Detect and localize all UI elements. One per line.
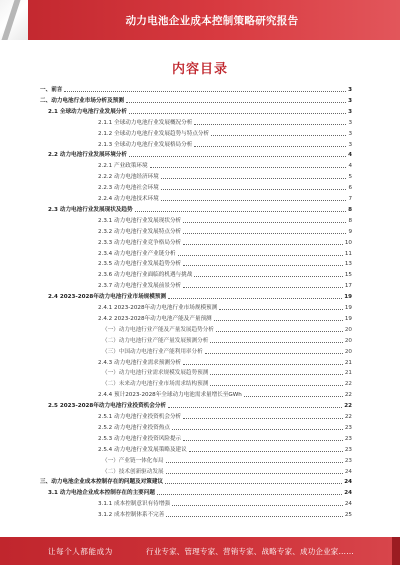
toc-leader-dots <box>210 374 343 375</box>
footer-bar <box>0 537 400 565</box>
toc-entry-title: 2.3.1 动力电池行业发展现状分析 <box>98 217 182 224</box>
toc-leader-dots <box>166 473 343 474</box>
toc-leader-dots <box>205 353 343 354</box>
toc-leader-dots <box>244 396 343 397</box>
toc-entry-title: 3.1.1 成本控制意识有待增强 <box>98 501 170 508</box>
toc-page-number: 5 <box>348 174 352 181</box>
toc-leader-dots <box>183 222 346 223</box>
toc-page-number: 24 <box>344 490 352 497</box>
toc-entry-title: 二、动力电池行业市场分析及预测 <box>40 97 124 104</box>
toc-entry[interactable] <box>98 424 352 432</box>
toc-leader-dots <box>194 146 346 147</box>
toc-entry[interactable] <box>48 206 352 214</box>
footer-slogan: 让每个人都能成为 <box>48 547 113 556</box>
toc-entry[interactable] <box>98 141 352 149</box>
toc-page-number: 3 <box>348 97 352 104</box>
toc-entry[interactable] <box>48 402 352 410</box>
toc-leader-dots <box>166 462 343 463</box>
toc-leader-dots <box>161 200 347 201</box>
toc-entry[interactable] <box>98 119 352 127</box>
toc-page-number: 20 <box>344 337 352 344</box>
toc-entry-title: 3.1.2 成本控制体系不完善 <box>98 512 165 519</box>
toc-entry[interactable] <box>40 478 352 486</box>
toc-leader-dots <box>172 429 343 430</box>
report-header-bar <box>0 0 400 40</box>
toc-entry[interactable] <box>102 468 352 476</box>
toc-leader-dots <box>183 418 343 419</box>
footer-tagline: 行业专家、管理专家、营销专家、战略专家、成功企业家…… <box>146 547 354 556</box>
toc-entry-title: 2.3.4 动力电池行业产业链分析 <box>98 250 176 257</box>
toc-leader-dots <box>214 320 343 321</box>
toc-entry-title: 2.1.2 全球动力电池行业发展趋势与特点分析 <box>98 130 210 137</box>
toc-leader-dots <box>129 156 346 157</box>
toc-entry-title: 2.4.1 2023-2028年动力电池行业市场规模预测 <box>98 305 218 311</box>
toc-entry[interactable] <box>98 359 352 367</box>
toc-entry-title: 2.3.7 动力电池行业发展前景分析 <box>98 283 182 290</box>
toc-page-number: 19 <box>344 315 352 322</box>
toc-page-number: 3 <box>348 130 352 137</box>
toc-leader-dots <box>178 255 343 256</box>
toc-entry[interactable] <box>98 271 352 279</box>
toc-page-number: 4 <box>348 163 352 170</box>
toc-leader-dots <box>172 505 343 506</box>
toc-entry[interactable] <box>98 217 352 225</box>
footer-decoration <box>392 537 400 565</box>
toc-leader-dots <box>161 178 347 179</box>
toc-entry-title: 2.4.3 动力电池行业需求预测分析 <box>98 359 182 366</box>
toc-page-number: 22 <box>344 403 352 410</box>
toc-page-number: 20 <box>344 348 352 355</box>
toc-entry[interactable] <box>102 337 352 345</box>
toc-leader-dots <box>168 407 342 408</box>
toc-page-number: 17 <box>344 283 352 290</box>
toc-leader-dots <box>150 167 347 168</box>
toc-entry[interactable] <box>98 315 352 323</box>
toc-leader-dots <box>194 276 343 277</box>
toc-entry-title: （二）动力电池行业产能产量发展预测分析 <box>102 337 209 344</box>
toc-page-number: 15 <box>344 272 352 279</box>
toc-page-number: 22 <box>344 392 352 399</box>
toc-entry-title: （二）未来动力电池行业市场需求结构预测 <box>102 381 209 388</box>
toc-entry-title: 2.5.3 动力电池行业投资风险提示 <box>98 435 182 442</box>
toc-leader-dots <box>189 451 343 452</box>
toc-entry[interactable] <box>102 457 352 465</box>
toc-entry[interactable] <box>98 162 352 170</box>
toc-page-number: 11 <box>344 250 352 257</box>
toc-leader-dots <box>211 135 346 136</box>
toc-entry-title: 2.4.4 预计2023-2028年全球动力电池需求量增长至GWh <box>98 392 242 399</box>
toc-page-number: 8 <box>348 217 352 224</box>
toc-leader-dots <box>183 233 346 234</box>
toc-page-number: 7 <box>348 196 352 202</box>
toc-entry[interactable] <box>102 369 352 377</box>
toc-entry-title: （二）技术创新驱动发展 <box>102 468 164 475</box>
toc-entry-title: 2.2.1 产业政策环境 <box>98 163 148 170</box>
toc-entry[interactable] <box>98 282 352 290</box>
toc-entry[interactable] <box>98 173 352 181</box>
toc-entry[interactable] <box>102 326 352 334</box>
toc-entry[interactable] <box>98 260 352 268</box>
toc-page-number: 19 <box>344 305 352 311</box>
toc-leader-dots <box>168 298 342 299</box>
toc-page-number: 24 <box>344 501 352 508</box>
toc-page-number: 23 <box>344 424 352 431</box>
toc-page-number: 23 <box>344 435 352 442</box>
toc-page-number: 20 <box>344 326 352 333</box>
toc-entry[interactable] <box>98 446 352 454</box>
toc-entry-title: （一）产业链一体化布局 <box>102 457 164 464</box>
toc-leader-dots <box>126 102 346 103</box>
toc-entry-title: 2.2.4 动力电池技术环境 <box>98 196 159 202</box>
toc-entry-title: 一、前言 <box>40 87 63 93</box>
toc-leader-dots <box>183 265 343 266</box>
toc-entry[interactable] <box>48 108 352 116</box>
toc-leader-dots <box>165 483 342 484</box>
toc-page-number: 24 <box>344 479 352 486</box>
toc-entry-title: 2.1 全球动力电池行业发展分析 <box>48 108 127 115</box>
toc-leader-dots <box>183 364 343 365</box>
toc-entry-title: 2.3.3 动力电池行业竞争格局分析 <box>98 239 182 246</box>
toc-entry-title: （一）动力电池行业需求规模发展趋势预测 <box>102 370 209 377</box>
toc-entry[interactable] <box>48 293 352 301</box>
toc-entry-title: 2.5.2 动力电池行业投资热点 <box>98 424 170 431</box>
toc-page-number: 21 <box>344 370 352 377</box>
toc-entry-title: 2.5.4 动力电池行业发展策略及建议 <box>98 446 187 453</box>
toc-entry-title: 三、动力电池企业成本控制存在的问题及对策建议 <box>40 479 164 486</box>
toc-entry[interactable] <box>40 86 352 94</box>
toc-page-number: 25 <box>344 512 352 519</box>
toc-entry-title: 2.3 动力电池行业发展现状及趋势 <box>48 206 133 213</box>
toc-entry-title: 2.2 动力电池行业发展环境分析 <box>48 152 127 159</box>
toc-page-number: 13 <box>344 261 352 268</box>
toc-entry-title: 2.4 2023-2028年动力电池行业市场规模预测 <box>48 294 167 301</box>
toc-entry-title: 2.1.1 全球动力电池行业发展概况分析 <box>98 119 193 126</box>
toc-entry-title: 3.1 动力电池企业成本控制存在的主要问题 <box>48 490 155 497</box>
toc-leader-dots <box>166 516 343 517</box>
toc-entry-title: （一）动力电池行业产能及产量发展趋势分析 <box>102 326 214 333</box>
toc-entry-title: 2.3.6 动力电池行业面临的机遇与挑战 <box>98 272 193 279</box>
toc-entry[interactable] <box>102 380 352 388</box>
toc-page-number: 22 <box>344 381 352 388</box>
toc-entry[interactable] <box>40 97 352 105</box>
toc-entry[interactable] <box>98 413 352 421</box>
toc-leader-dots <box>216 331 343 332</box>
toc-entry[interactable] <box>98 511 352 519</box>
toc-leader-dots <box>194 124 346 125</box>
toc-entry-title: （三）中国动力电池行业产能利用率分析 <box>102 348 203 355</box>
toc-entry-title: 2.2.2 动力电池经济环境 <box>98 174 159 181</box>
toc-entry[interactable] <box>98 195 352 203</box>
toc-page-number: 24 <box>344 468 352 475</box>
toc-entry[interactable] <box>98 130 352 138</box>
toc-entry-title: 2.5.1 动力电池行业投资机会分析 <box>98 414 182 420</box>
toc-leader-dots <box>161 189 347 190</box>
toc-leader-dots <box>183 440 343 441</box>
toc-leader-dots <box>183 287 343 288</box>
toc-leader-dots <box>135 211 347 212</box>
toc-page-number: 23 <box>344 446 352 453</box>
toc-page-number: 23 <box>344 457 352 464</box>
toc-entry[interactable] <box>98 304 352 312</box>
toc-page-number: 10 <box>344 239 352 246</box>
toc-page-number: 9 <box>348 228 352 235</box>
toc-entry-title: 2.3.5 动力电池行业发展趋势分析 <box>98 261 182 268</box>
toc-entry[interactable] <box>98 184 352 192</box>
toc-leader-dots <box>210 385 343 386</box>
toc-entry-title: 2.3.2 动力电池行业发展特点分析 <box>98 228 182 235</box>
toc-entry[interactable] <box>98 250 352 258</box>
toc-leader-dots <box>219 309 343 310</box>
toc-page-number: 3 <box>348 87 352 93</box>
toc-entry-title: 2.5 2023-2028年动力电池行业投资机会分析 <box>48 403 167 410</box>
toc-entry-title: 2.4.2 2023-2028年动力电池产能及产量预测 <box>98 315 212 322</box>
toc-entry[interactable] <box>98 500 352 508</box>
toc-page-number: 19 <box>344 294 352 301</box>
toc-page-number: 3 <box>348 119 352 126</box>
toc-entry[interactable] <box>48 151 352 159</box>
toc-page-number: 4 <box>348 152 352 159</box>
toc-entry[interactable] <box>98 435 352 443</box>
toc-leader-dots <box>210 342 343 343</box>
toc-page-number: 21 <box>344 359 352 366</box>
page-title: 内容目录 <box>171 62 228 77</box>
toc-entry[interactable] <box>102 348 352 356</box>
toc-leader-dots <box>157 494 342 495</box>
toc-page-number: 8 <box>348 206 352 213</box>
toc-entry[interactable] <box>98 239 352 247</box>
toc-page-number: 22 <box>344 414 352 420</box>
toc-entry[interactable] <box>48 489 352 497</box>
toc-page-number: 3 <box>348 108 352 115</box>
toc-entry-title: 2.2.3 动力电池社会环境 <box>98 185 159 192</box>
toc-entry[interactable] <box>98 228 352 236</box>
toc-leader-dots <box>129 113 346 114</box>
toc-page-number: 3 <box>348 141 352 148</box>
toc-entry[interactable] <box>98 391 352 399</box>
toc-page-number: 6 <box>348 185 352 192</box>
toc-entry-title: 2.1.3 全球动力电池行业发展格局分析 <box>98 141 193 148</box>
report-title: 动力电池企业成本控制策略研究报告 <box>125 15 299 27</box>
toc-leader-dots <box>183 244 343 245</box>
toc-leader-dots <box>64 91 346 92</box>
